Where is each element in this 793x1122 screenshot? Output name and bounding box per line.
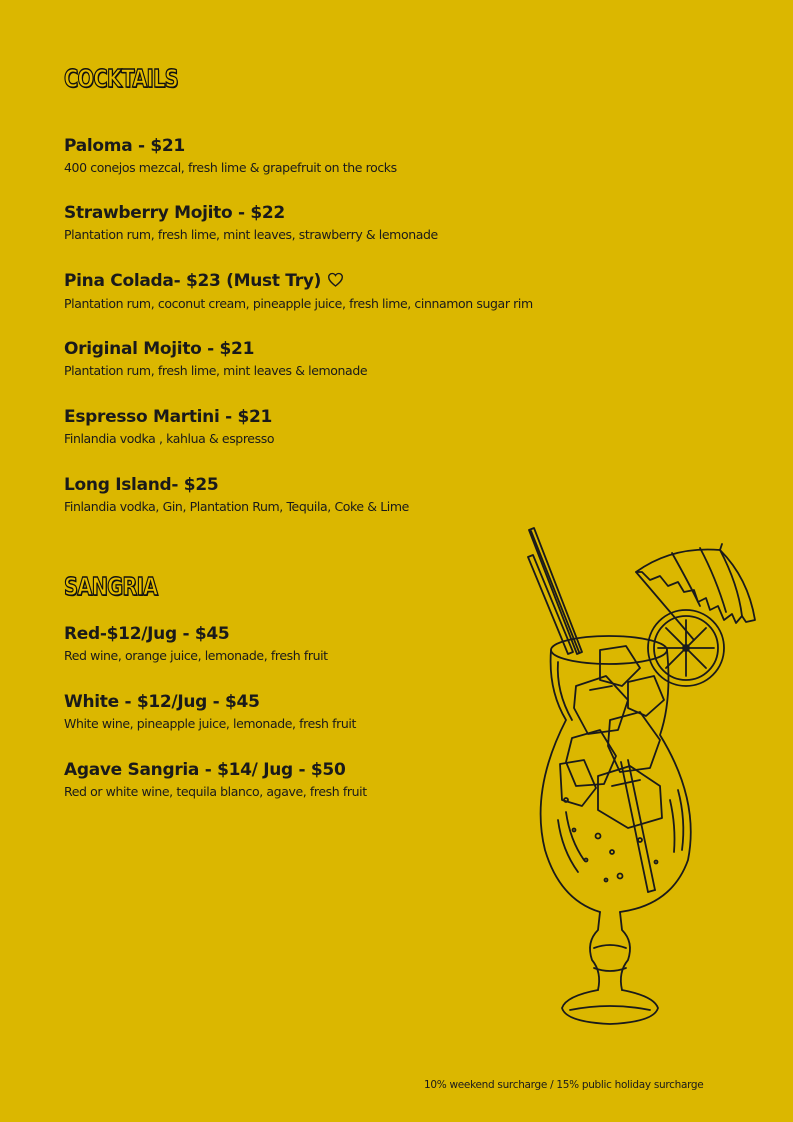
menu-item-long-island	[64, 474, 409, 515]
menu-item-agave-sangria	[64, 759, 367, 800]
item-description: Red wine, orange juice, lemonade, fresh fruit	[64, 648, 328, 663]
menu-item-red-sangria	[64, 623, 328, 664]
umbrella-icon	[636, 544, 755, 640]
item-description: Plantation rum, fresh lime, mint leaves, strawberry & lemonade	[64, 227, 438, 242]
item-name: Red-$12/Jug - $45	[64, 624, 230, 644]
cocktails-heading: COCKTAILS	[64, 64, 178, 93]
item-description: Finlandia vodka , kahlua & espresso	[64, 431, 275, 446]
item-name: Original Mojito - $21	[64, 339, 255, 359]
item-description: Finlandia vodka, Gin, Plantation Rum, Tequila, Coke & Lime	[64, 499, 409, 514]
cocktail-glass-illustration	[520, 520, 765, 1030]
sangria-heading: SANGRIA	[64, 572, 158, 601]
menu-item-original-mojito	[64, 338, 367, 379]
straw-icon	[528, 528, 655, 892]
item-description: Red or white wine, tequila blanco, agave, fresh fruit	[64, 784, 367, 799]
item-description: 400 conejos mezcal, fresh lime & grapefruit on the rocks	[64, 160, 397, 175]
menu-item-espresso-martini	[64, 406, 274, 447]
item-name-row	[64, 270, 533, 293]
menu-item-pina-colada	[64, 270, 533, 312]
surcharge-note: 10% weekend surcharge / 15% public holiday surcharge	[424, 1079, 704, 1091]
item-description: Plantation rum, coconut cream, pineapple juice, fresh lime, cinnamon sugar rim	[64, 296, 533, 311]
item-name: Espresso Martini - $21	[64, 407, 273, 427]
heart-icon	[327, 271, 344, 293]
ice-cube-icon	[560, 646, 664, 828]
menu-item-paloma	[64, 135, 397, 176]
item-name: White - $12/Jug - $45	[64, 692, 260, 712]
item-description: White wine, pineapple juice, lemonade, fresh fruit	[64, 716, 356, 731]
item-name: Pina Colada- $23 (Must Try)	[64, 271, 322, 291]
menu-item-strawberry-mojito	[64, 202, 438, 243]
glass-icon	[541, 636, 691, 1024]
lemon-slice-icon	[648, 610, 724, 686]
item-name: Agave Sangria - $14/ Jug - $50	[64, 760, 346, 780]
item-name: Strawberry Mojito - $22	[64, 203, 285, 223]
item-description: Plantation rum, fresh lime, mint leaves & lemonade	[64, 363, 368, 378]
item-name: Long Island- $25	[64, 475, 219, 495]
item-name: Paloma - $21	[64, 136, 185, 156]
menu-item-white-sangria	[64, 691, 356, 732]
